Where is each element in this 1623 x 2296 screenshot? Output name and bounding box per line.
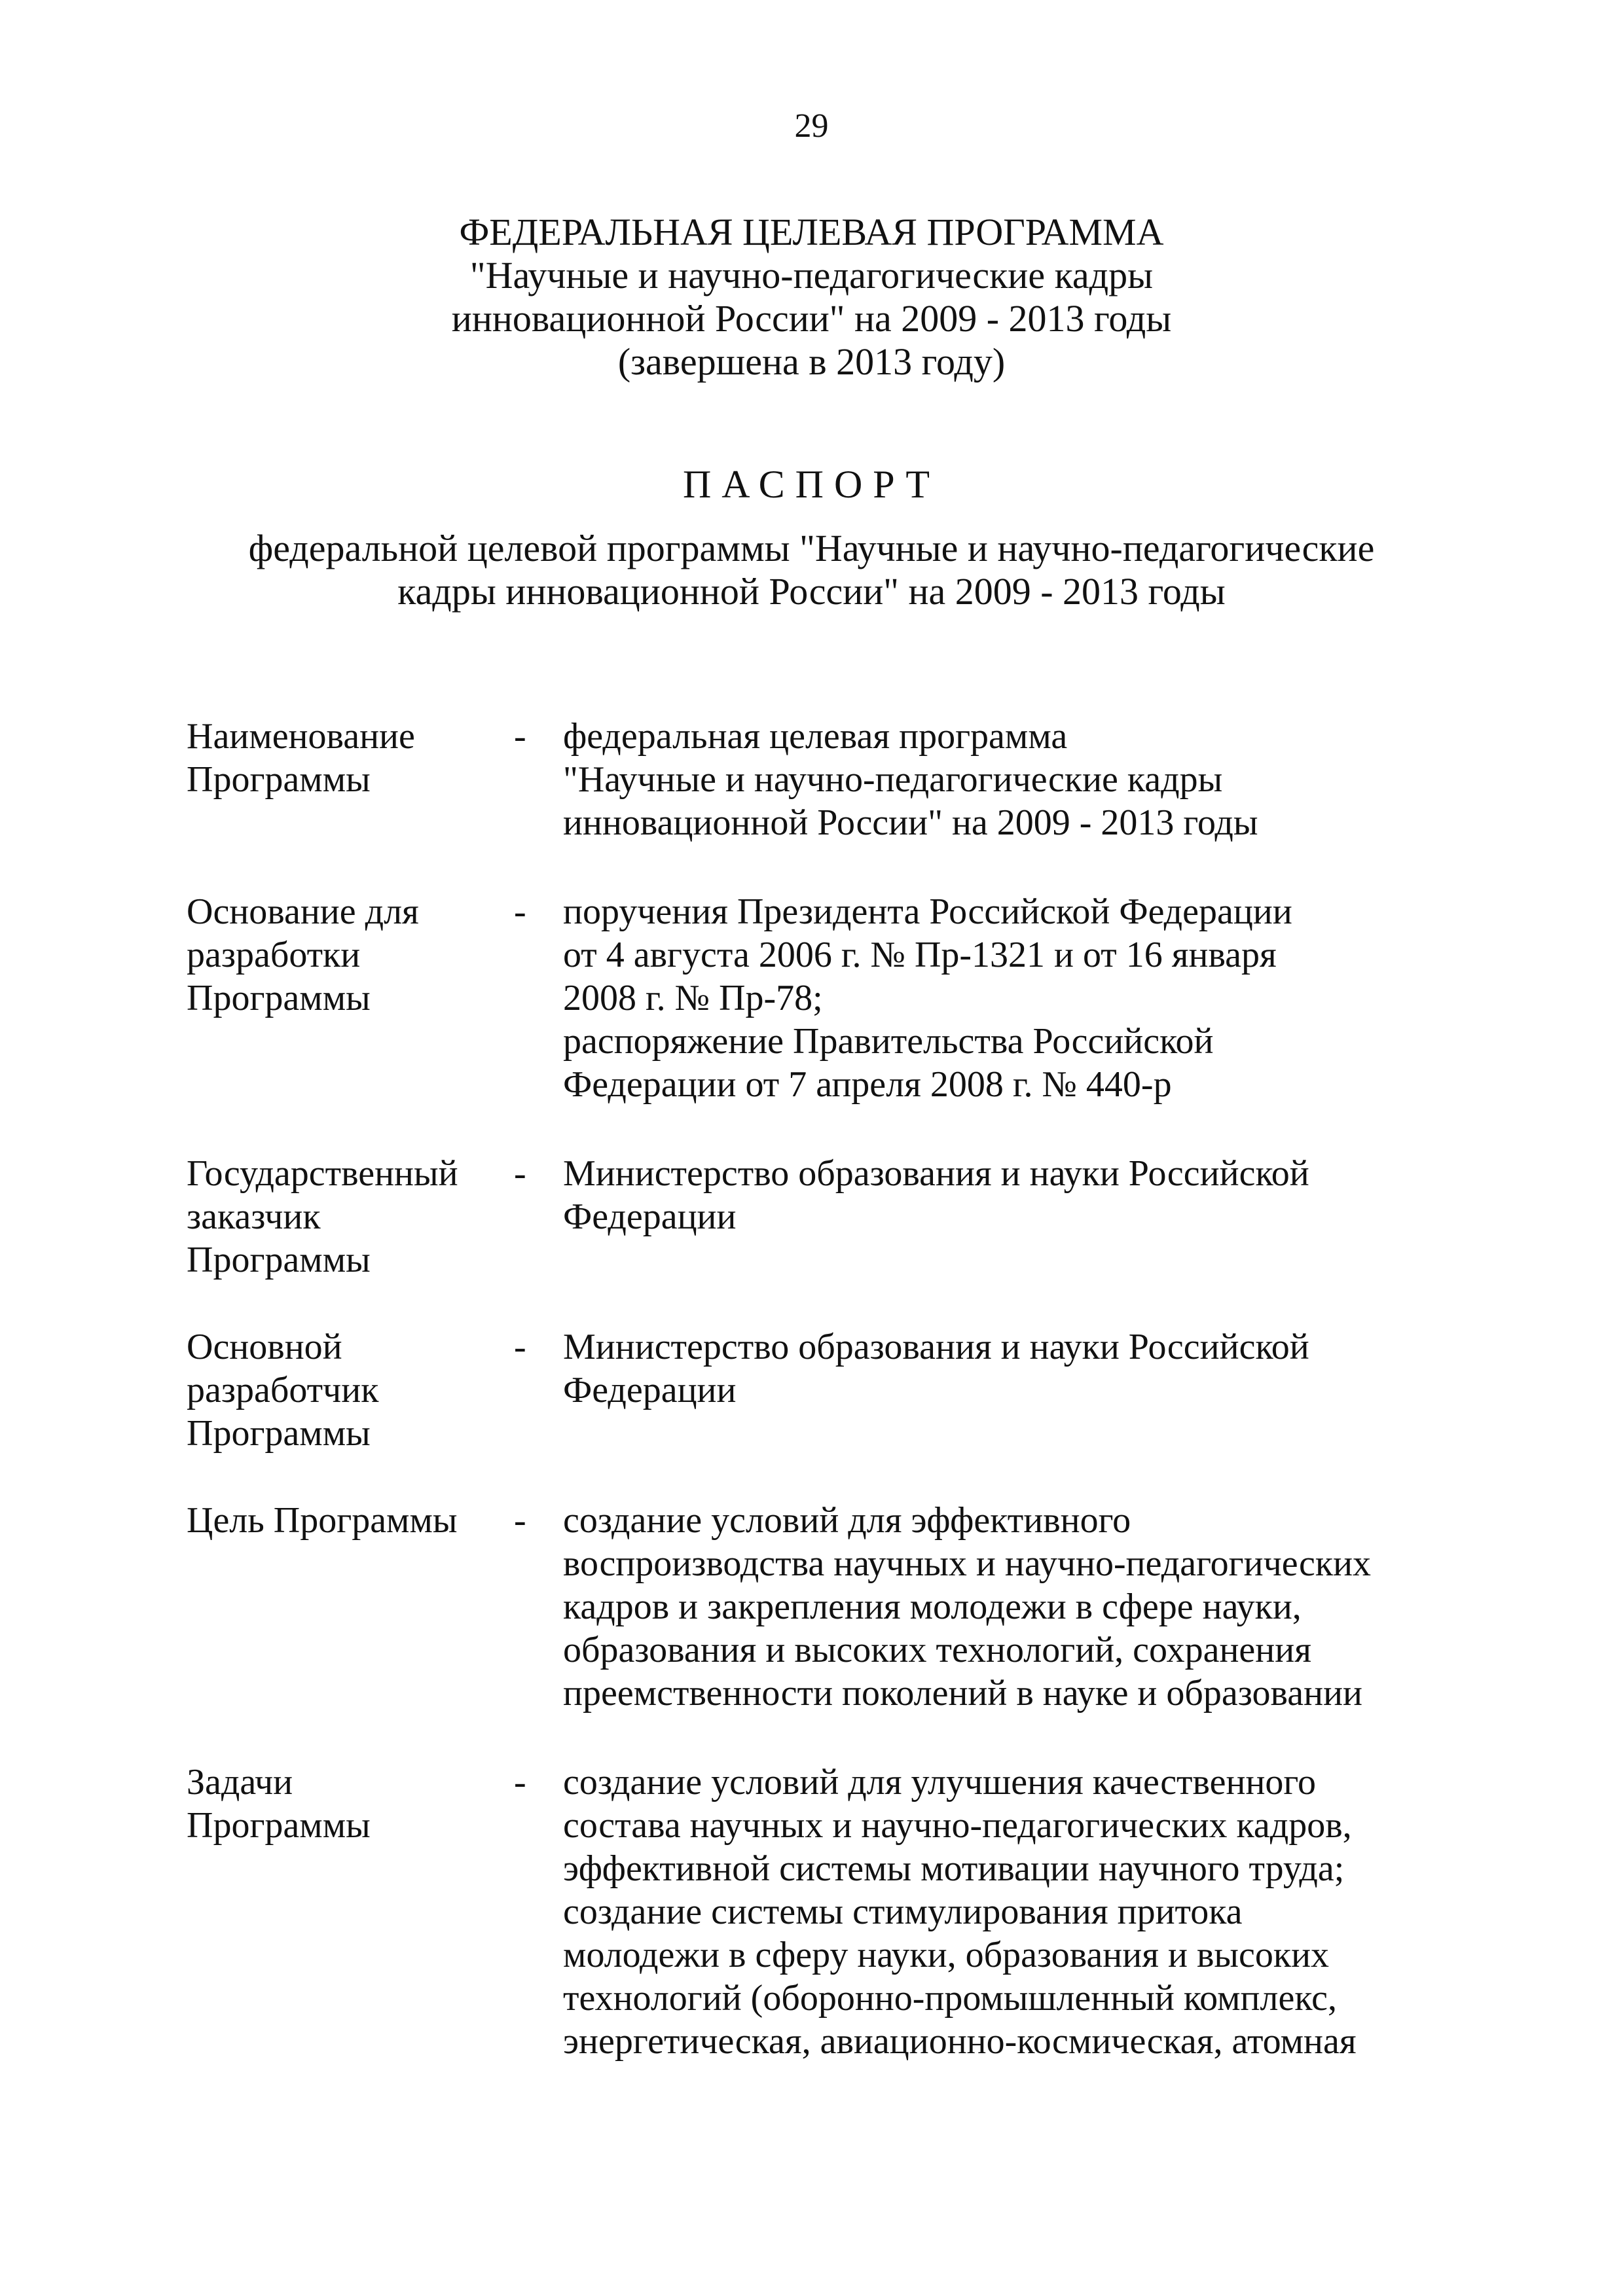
passport-subtitle-line: федеральной целевой программы "Научные и научно-педагогические [248,527,1375,569]
program-title-line: ФЕДЕРАЛЬНАЯ ЦЕЛЕВАЯ ПРОГРАММА [459,211,1164,253]
row-value: Министерство образования и науки Российской Федерации [563,1153,1309,1237]
row-dash: - [514,1153,526,1194]
row-value: поручения Президента Российской Федерации от 4 августа 2006 г. № Пр-1321 и от 16 января 2008 г. № Пр-78; распоряжение Правительства Российской Федерации от 7 апреля 2008 г. № 440-р [563,891,1292,1105]
row-dash: - [514,891,526,932]
row-dash: - [514,1500,526,1541]
row-value: создание условий для эффективного воспроизводства научных и научно-педагогических кадров и закрепления молодежи в сфере науки, образования и высоких технологий, сохранения преемственности поколений в науке и образовании [563,1500,1372,1713]
row-label: Основание для разработки Программы [187,891,419,1018]
passport-heading: ПАСПОРТ [682,463,941,506]
row-value: создание условий для улучшения качественного состава научных и научно-педагогических кадров, эффективной системы мотивации научного труда; создание системы стимулирования притока молодежи в сферу науки, образования и высоких технологий (оборонно-промышленный комплекс, энергетическая, авиационно-космическая, атомная [563,1762,1357,2062]
program-title-line: (завершена в 2013 году) [617,340,1006,383]
row-label: Задачи Программы [187,1762,371,1846]
program-title-line: "Научные и научно-педагогические кадры [469,254,1154,296]
row-label: Основной разработчик Программы [187,1327,379,1454]
passport-subtitle-line: кадры инновационной России" на 2009 - 2013 годы [397,570,1226,613]
program-title [0,211,1623,384]
program-title-line: инновационной России" на 2009 - 2013 годы [451,297,1172,340]
row-dash: - [514,716,526,757]
row-dash: - [514,1762,526,1803]
passport-subtitle [0,527,1623,613]
row-value: федеральная целевая программа "Научные и научно-педагогические кадры инновационной России" на 2009 - 2013 годы [563,716,1258,843]
row-value: Министерство образования и науки Российской Федерации [563,1327,1309,1410]
row-label: Цель Программы [187,1500,458,1541]
page-number: 29 [794,107,829,145]
row-dash: - [514,1327,526,1367]
row-label: Наименование Программы [187,716,415,800]
row-label: Государственный заказчик Программы [187,1153,458,1280]
